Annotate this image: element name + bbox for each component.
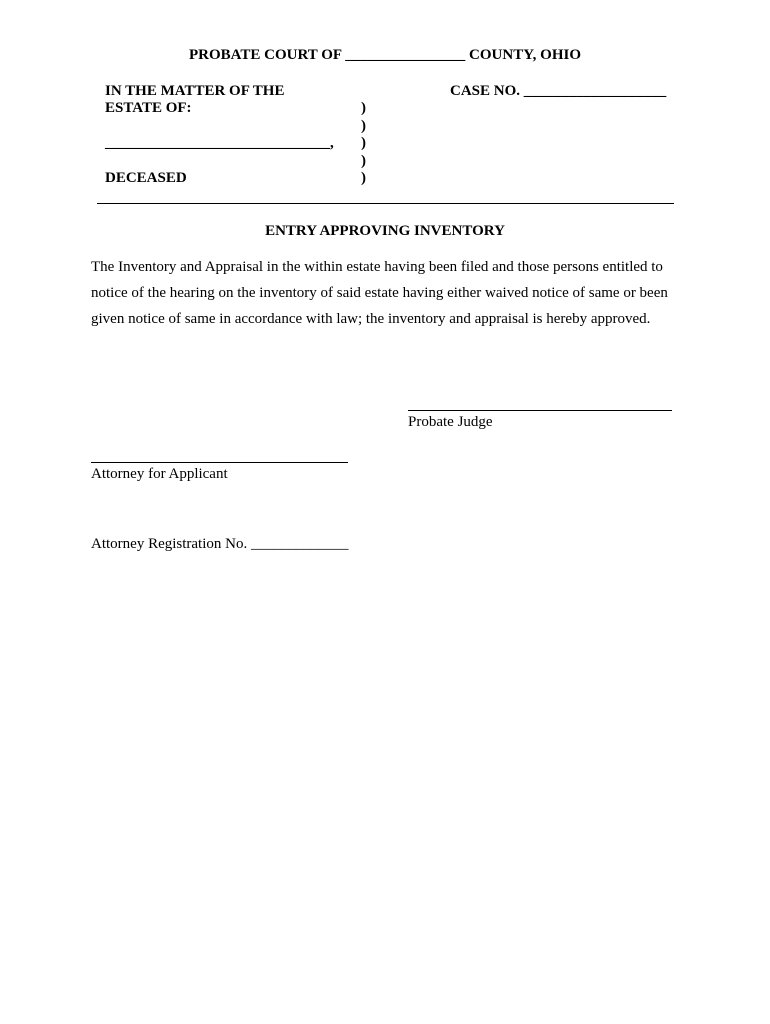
- decedent-name-blank: ______________________________,: [105, 135, 334, 151]
- attorney-registration: Attorney Registration No. _____________: [91, 536, 349, 552]
- case-number: CASE NO. ___________________: [450, 83, 667, 99]
- entry-body: The Inventory and Appraisal in the within estate having been filed and those persons entitled to notice of the hearing on the inventory of said estate having either waived notice of same or been given notice of same in accordance with law; the inventory and appraisal is hereby approved.: [91, 259, 668, 327]
- caption-matter-line-1: IN THE MATTER OF THE: [105, 83, 285, 99]
- judge-signature-line: [408, 410, 672, 411]
- caption-paren: ): [361, 170, 366, 186]
- attorney-signature-line: [91, 462, 348, 463]
- deceased-label: DECEASED: [105, 170, 187, 186]
- caption-paren: ): [361, 153, 366, 169]
- caption-paren: ): [361, 135, 366, 151]
- court-heading: PROBATE COURT OF ________________ COUNTY, OHIO: [188, 47, 581, 63]
- caption-divider: [97, 203, 674, 204]
- caption-paren: ): [361, 100, 366, 116]
- caption-paren: ): [361, 118, 366, 134]
- judge-signature-label: Probate Judge: [408, 414, 493, 430]
- attorney-signature-label: Attorney for Applicant: [91, 466, 228, 482]
- caption-matter-line-2: ESTATE OF:: [105, 100, 192, 116]
- entry-title: ENTRY APPROVING INVENTORY: [265, 223, 505, 239]
